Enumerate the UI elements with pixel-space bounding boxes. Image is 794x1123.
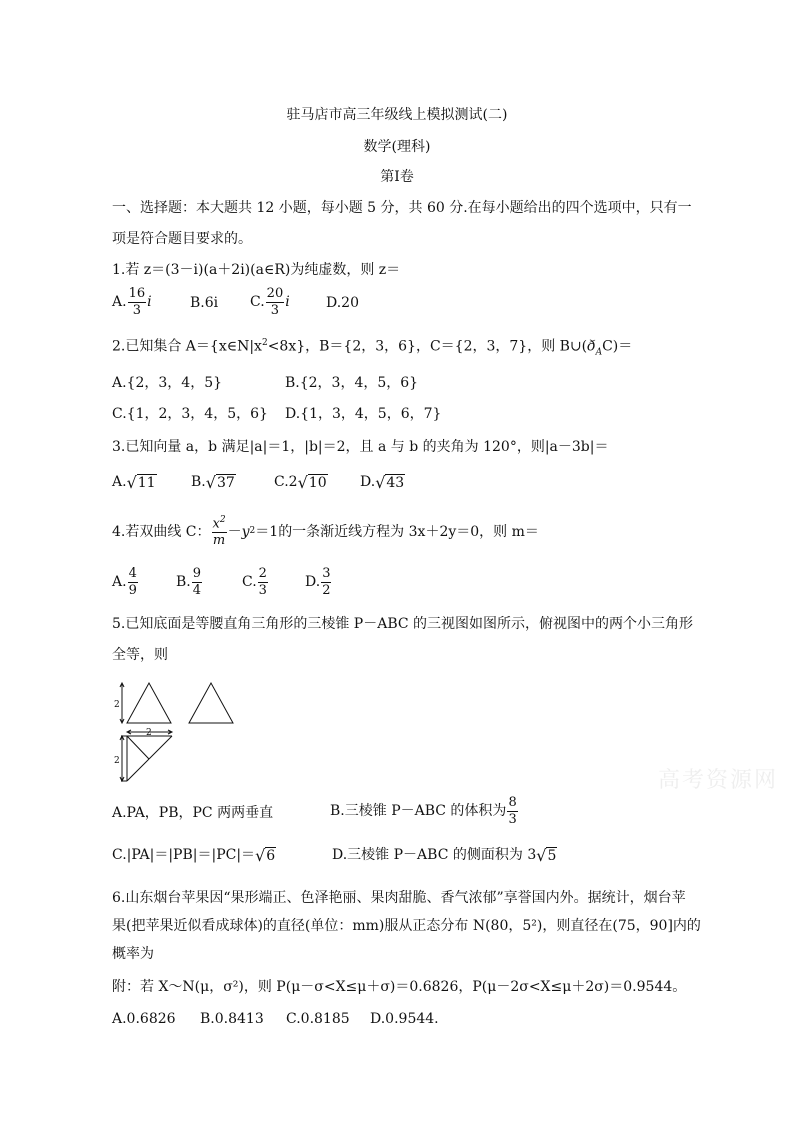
q2-option-d: D.{1，3，4，5，6，7}: [285, 406, 442, 422]
q3-option-b: B. √ 37: [191, 472, 235, 492]
q2-option-c: C.{1，2，3，4，5，6}: [112, 406, 268, 422]
q3-option-d-sqrt: √ 43: [375, 472, 405, 492]
q4-option-b: B. $\frac{9}{4}$: [176, 566, 202, 598]
q5-front-dim-label: 2: [114, 700, 120, 710]
q1-option-a: A. $\frac{16}{3}$ i: [112, 286, 152, 318]
q3-option-c: C. 2 √ 10: [274, 472, 327, 492]
q1-option-d: D.20: [326, 295, 359, 311]
q3-option-c-sqrt: √ 10: [297, 472, 327, 492]
q5-option-c: C.|PA|＝|PB|＝|PC|＝ √ 6: [112, 845, 276, 865]
q1-stem: 1.若 z＝(3－i)(a＋2i)(a∈R)为纯虚数，则 z＝: [112, 262, 401, 278]
q6-stem-line1: 6.山东烟台苹果因“果形端正、色泽艳丽、果肉甜脆、香气浓郁”享誉国内外。据统计，烟台苹: [112, 890, 686, 906]
q6-note: 附：若 X～N(μ，σ²)，则 P(μ－σ<X≤μ＋σ)＝0.6826，P(μ－2σ<X≤μ＋2σ)＝0.9544。: [112, 979, 687, 995]
section-intro-line1: 一、选择题：本大题共 12 小题，每小题 5 分，共 60 分.在每小题给出的四个选项中，只有一: [112, 200, 692, 216]
q4-stem: 4.若双曲线 C： $\frac{x^2}{m}$ － y 2 ＝1 的一条渐近线方程为 3x＋2y＝0，则 m＝: [112, 515, 539, 548]
exam-title: 驻马店市高三年级线上模拟测试(二): [286, 107, 508, 123]
q5-stem-line2: 全等，则: [112, 647, 168, 663]
watermark-text: 高考资源网: [658, 768, 779, 793]
q6-option-c: C.0.8185: [286, 1011, 350, 1027]
q4-option-d: D. $\frac{3}{2}$: [305, 566, 331, 598]
q6-option-d: D.0.9544.: [370, 1011, 439, 1027]
q3-option-a: A. √ 11: [112, 472, 156, 492]
q5-top-view: [127, 736, 172, 781]
q6-stem-line3: 概率为: [112, 946, 154, 962]
q2-stem: 2.已知集合 $A=\{x\in N|x^2<8x\}$，B＝{2，3，6}，C＝{2，3，7}，则 $B\cup(ð_AC)=$: [112, 338, 633, 358]
q3-option-a-sqrt: √ 11: [126, 472, 156, 492]
q5-stem-line1: 5.已知底面是等腰直角三角形的三棱锥 P－ABC 的三视图如图所示，俯视图中的两个小三角形: [112, 616, 694, 632]
q2-option-b: B.{2，3，4，5，6}: [285, 375, 419, 391]
q4-option-a: A. $\frac{4}{9}$: [112, 566, 137, 598]
exam-volume: 第Ⅰ卷: [380, 169, 414, 185]
q3-option-d: D. √ 43: [360, 472, 405, 492]
q5-option-a: A.PA，PB，PC 两两垂直: [112, 805, 274, 821]
q3-stem: 3.已知向量 a，b 满足|a|＝1，|b|＝2，且 a 与 b 的夹角为 120°，则|a－3b|＝: [112, 439, 609, 455]
q5-option-d: D.三棱锥 P－ABC 的侧面积为 3 √ 5: [332, 845, 557, 865]
q5-top-height-label: 2: [114, 756, 120, 766]
section-intro-line2: 项是符合题目要求的。: [112, 231, 252, 247]
q1-option-c: C. $\frac{20}{3}$ i: [250, 286, 290, 318]
q6-option-a: A.0.6826: [112, 1011, 176, 1027]
q4-equation-fraction: $\frac{x^2}{m}$: [212, 515, 226, 548]
q2-option-a: A.{2，3，4，5}: [112, 375, 223, 391]
q5-three-view-figure: [112, 676, 242, 786]
q3-option-b-sqrt: √ 37: [205, 472, 235, 492]
q5-front-view: [127, 683, 171, 723]
q1-option-a-fraction: $\frac{16}{3}$: [128, 286, 146, 318]
q4-option-c: C. $\frac{2}{3}$: [242, 566, 267, 598]
q5-side-view: [189, 683, 233, 723]
q5-option-b: B.三棱锥 P－ABC 的体积为 $\frac{8}{3}$: [330, 795, 517, 827]
q1-option-c-fraction: $\frac{20}{3}$: [266, 286, 284, 318]
q6-option-b: B.0.8413: [200, 1011, 264, 1027]
exam-subject: 数学(理科): [363, 139, 431, 155]
q1-option-b: B.6i: [190, 295, 219, 311]
q6-stem-line2: 果(把苹果近似看成球体)的直径(单位：mm)服从正态分布 N(80，5²)，则直径在(75，90]内的: [112, 918, 701, 934]
q5-top-width-label: 2: [146, 728, 152, 738]
